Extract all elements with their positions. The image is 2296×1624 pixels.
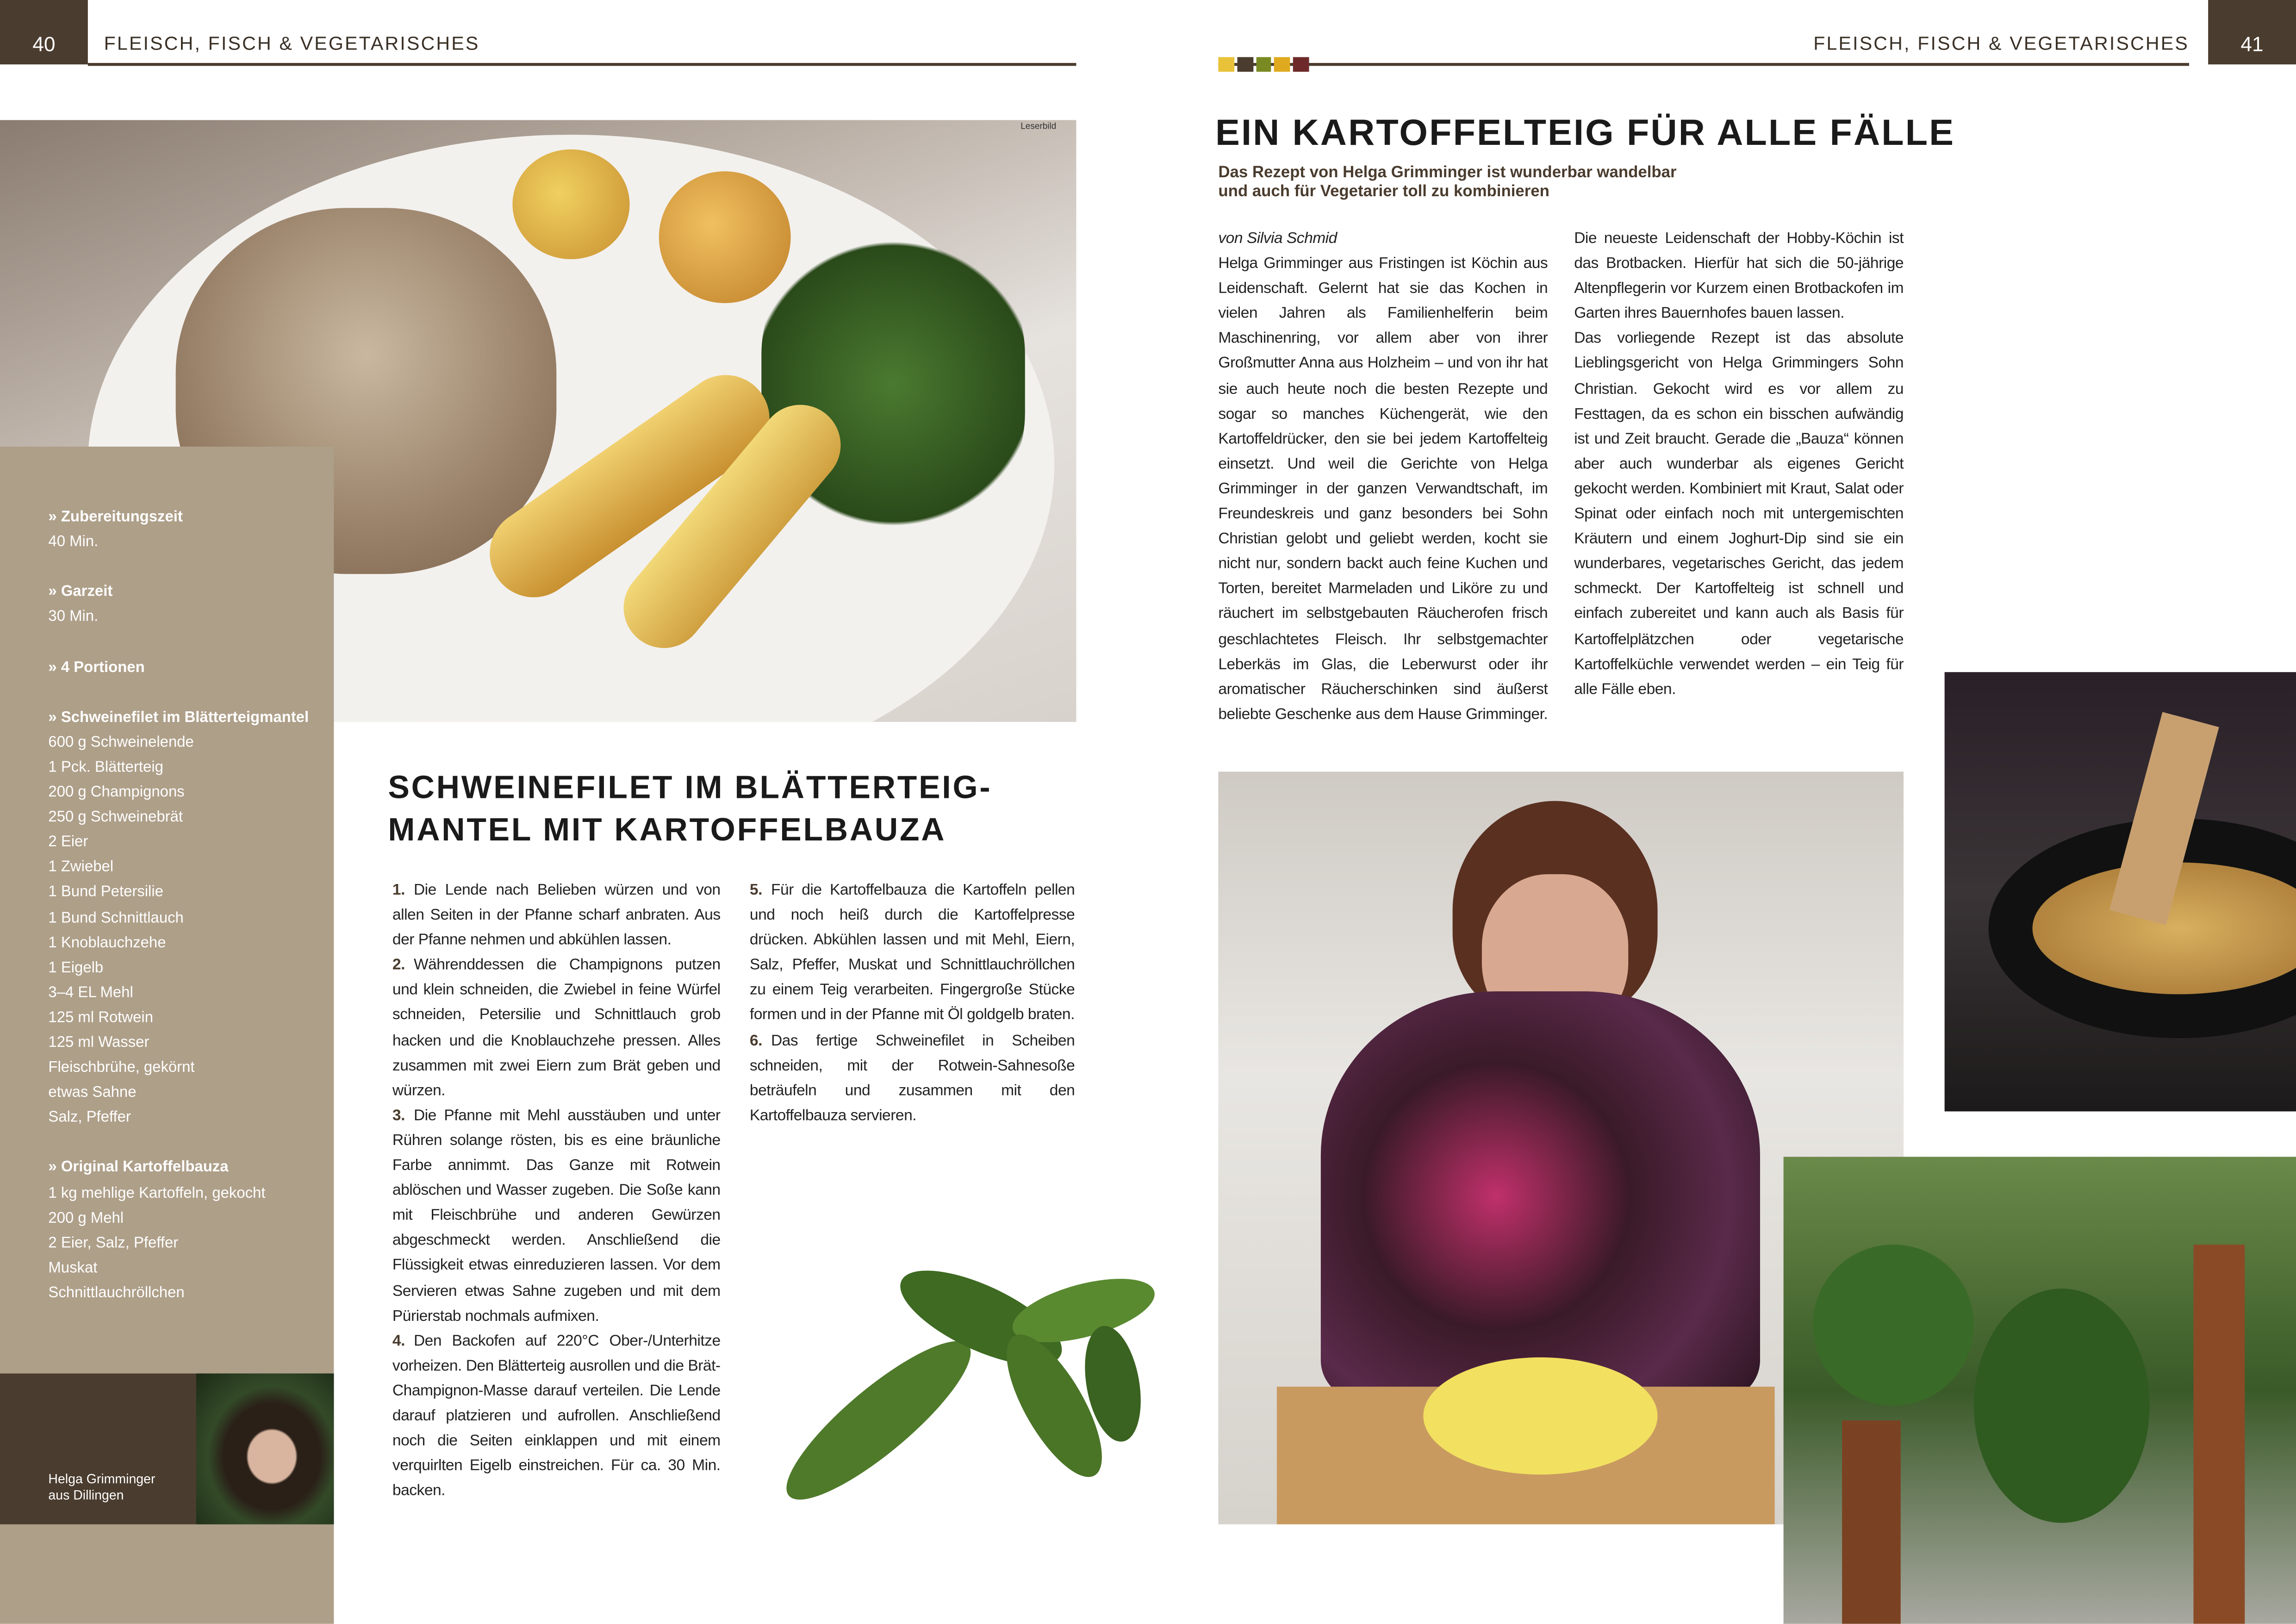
dumpling [659, 171, 791, 303]
ingredient-section-heading: » Original Kartoffelbauza [48, 1160, 229, 1176]
accent-swatch [1256, 57, 1271, 72]
author-portrait [196, 1374, 334, 1524]
step-number: 2. [392, 956, 405, 974]
ingredient-line: 2 Eier [48, 835, 88, 851]
ingredient-line: Schnittlauchröllchen [48, 1285, 185, 1302]
spacer [48, 630, 326, 655]
ingredient-line: etwas Sahne [48, 1085, 137, 1101]
recipe-step [750, 878, 1075, 1028]
patterned-dress [1321, 991, 1760, 1401]
subtitle-line: Das Rezept von Helga Grimminger ist wunderbar wandelbar [1218, 164, 1677, 182]
ingredient-line: 1 Eigelb [48, 960, 104, 977]
ingredient-line: 200 g Champignons [48, 784, 185, 801]
bay-leaves-image [761, 1244, 1157, 1508]
ingredient-line: 1 Bund Schnittlauch [48, 910, 184, 927]
ingredient-line: 1 Zwiebel [48, 860, 114, 877]
step-number: 6. [749, 1032, 762, 1050]
ingredient-line: 2 Eier, Salz, Pfeffer [48, 1235, 179, 1252]
ingredient-line: 125 ml Rotwein [48, 1010, 154, 1027]
ingredient-line: 1 Pck. Blätterteig [48, 759, 163, 776]
ingredient-line: 1 kg mehlige Kartoffeln, gekocht [48, 1185, 266, 1202]
recipe-step [392, 954, 721, 1104]
ingredient-section-heading: » Schweinefilet im Blätterteigmantel [48, 709, 309, 726]
boxwood-shrub [1813, 1244, 1974, 1406]
spacer [48, 680, 326, 705]
ingredient-line: 1 Knoblauchzehe [48, 935, 166, 952]
leaf [768, 1320, 989, 1508]
step-number: 4. [392, 1332, 405, 1350]
ingredient-section-heading: » 4 Portionen [48, 660, 145, 676]
photo-credit: Leserbild [1020, 123, 1057, 132]
spacer [48, 1131, 326, 1156]
page-number-text: 40 [32, 32, 56, 56]
ingredient-line: Muskat [48, 1260, 98, 1277]
steps-column-1 [392, 878, 721, 1504]
accent-swatch [1293, 57, 1309, 72]
recipe-title-line: MANTEL MIT KARTOFFELBAUZA [388, 811, 946, 848]
ingredient-line: 600 g Schweinelende [48, 734, 194, 751]
article-paragraph: Das vorliegende Rezept ist das absolute Lieblingsgericht von Helga Grimmingers Sohn Christian. Gekocht wird es vor allem zu Festtagen, da es schon ein bisschen aufwändig ist und Zeit braucht. Gerade die „Bauza“ können aber auch wunderbar als eigenes Gericht gekocht werden. Kombiniert mit Kraut, Salat oder Spinat oder einfach noch mit untergemischten Kräutern und einem Joghurt-Dip sind sie ein wunderbares, vegetarisches Gericht, das jedem schmeckt. Der Kartoffelteig ist schnell und einfach zubereitet und kann auch als Basis für Kartoffelplätzchen oder vegetarische Kartoffelküchle verwendet werden – ein Teig für alle Fälle eben. [1574, 330, 1904, 698]
ingredient-line: 30 Min. [48, 610, 99, 626]
rust-garden-post [2194, 1244, 2245, 1624]
frying-pan-photo [1945, 672, 2296, 1111]
step-text: Den Backofen auf 220°C Ober-/Unterhitze vorheizen. Den Blätterteig ausrollen und die Brät-Champignon-Masse darauf verteilen. Die Lende darauf platzieren und aufrollen. Anschließend noch die Seiten einklappen und mit einem verquirlten Eigelb einstreichen. Für ca. 30 Min. backen. [392, 1332, 721, 1500]
steps-column-2 [750, 878, 1075, 1129]
author-location: aus Dillingen [48, 1487, 124, 1502]
step-text: Währenddessen die Champignons putzen und klein schneiden, die Zwiebel in feine Würfel schneiden, Petersilie und Schnittlauch grob hacken und die Knoblauchzehe pressen. Alles zusammen mit zwei Eiern zum Brät geben und würzen. [392, 956, 721, 1100]
step-number: 1. [392, 881, 405, 899]
ingredients-list [48, 505, 326, 1307]
accent-swatch [1275, 57, 1290, 72]
header-rule-right [1218, 63, 2189, 65]
recipe-title [388, 766, 992, 851]
recipe-step [392, 1104, 721, 1329]
accent-swatch [1237, 57, 1253, 72]
ingredient-line: 250 g Schweinebrät [48, 810, 183, 826]
article-title: EIN KARTOFFELTEIG FÜR ALLE FÄLLE [1215, 112, 1955, 154]
running-head-right: FLEISCH, FISCH & VEGETARISCHES [1813, 32, 2190, 55]
byline: von Silvia Schmid [1218, 230, 1337, 248]
author-caption [48, 1472, 155, 1502]
author-name: Helga Grimminger [48, 1471, 156, 1487]
step-number: 5. [749, 881, 762, 899]
spacer [48, 555, 326, 580]
ingredient-line: 3–4 EL Mehl [48, 985, 133, 1002]
color-accent-bar [1218, 57, 1309, 72]
ingredient-section-heading: » Garzeit [48, 585, 113, 601]
recipe-step [392, 878, 721, 953]
ingredient-line: Salz, Pfeffer [48, 1110, 131, 1126]
dumpling [512, 149, 629, 259]
page-number-text: 41 [2240, 32, 2264, 56]
subtitle-line: und auch für Vegetarier toll zu kombinieren [1218, 183, 1549, 201]
accent-swatch [1218, 57, 1234, 72]
potato-dough [1423, 1357, 1657, 1475]
page-number-left [0, 0, 88, 64]
garden-photo [1784, 1157, 2296, 1624]
ingredient-line: 125 ml Wasser [48, 1035, 149, 1052]
ingredient-line: 200 g Mehl [48, 1210, 124, 1227]
article-body [1218, 227, 1904, 732]
step-text: Die Pfanne mit Mehl ausstäuben und unter Rühren solange rösten, bis es eine bräunliche Farbe annimmt. Das Ganze mit Rotwein ablöschen und Wasser zugeben. Die Soße kann mit Fleischbrühe und anderen Gewürzen abgeschmeckt werden. Anschließend die Flüssigkeit etwas einreduzieren lassen. Vor dem Servieren etwas Sahne zugeben und mit dem Pürierstab nochmals aufmixen. [392, 1107, 721, 1325]
ingredient-section-heading: » Zubereitungszeit [48, 510, 183, 526]
page-number-right [2208, 0, 2296, 64]
article-subtitle [1218, 164, 1676, 202]
recipe-step [750, 1029, 1075, 1129]
article-paragraph: Helga Grimminger aus Fristingen ist Köchin aus Leidenschaft. Gelernt hat sie das Kochen in vielen Jahren als Familienhelferin beim Maschinenring, vor allem aber von ihrer Großmutter Anna aus Holzheim – und von ihr hat sie auch heute noch die besten Rezepte und sogar so manches Küchengerät, wie den Kartoffeldrücker, den sie bei jedem Kartoffelteig einsetzt. Und weil die Gerichte von Helga Grimminger in der ganzen Verwandtschaft, im Freundeskreis und ganz besonders bei Sohn Christian gelobt und geliebt werden, kocht sie nicht nur, sondern backt auch feine Kuchen und Torten, bereitet Marmeladen und Liköre zu und räuchert im selbstgebauten Räucherofen frisch geschlachtetes Fleisch. Ihr selbstgemachter Leberkäs im Glas, die Leberwurst oder ihr aromatischer Räucherschinken sind äußerst beliebte Geschenke aus dem Hause Grimminger. Die neueste Leidenschaft der Hobby-Köchin ist das Brotbacken. Hierfür hat sich die 50-jährige Altenpflegerin vor Kurzem einen Brotbackofen im Garten ihres Bauernhofes bauen lassen. [1218, 230, 1904, 723]
boxwood-shrub [1974, 1288, 2150, 1523]
step-text: Die Lende nach Belieben würzen und von allen Seiten in der Pfanne scharf anbraten. Aus der Pfanne nehmen und abkühlen lassen. [392, 881, 721, 949]
step-text: Für die Kartoffelbauza die Kartoffeln pellen und noch heiß durch die Kartoffelpresse drücken. Abkühlen lassen und mit Mehl, Eiern, Salz, Pfeffer, Muskat und Schnittlauchröllchen zu einem Teig verarbeiten. Fingergroße Stücke formen und in der Pfanne mit Öl goldgelb braten. [749, 881, 1075, 1025]
header-rule-left [88, 63, 1076, 65]
recipe-title-line: SCHWEINEFILET IM BLÄTTERTEIG- [388, 769, 992, 806]
ingredient-line: Fleischbrühe, gekörnt [48, 1060, 195, 1076]
ingredient-line: 40 Min. [48, 535, 99, 551]
rust-garden-post [1842, 1420, 1901, 1624]
ingredient-line: 1 Bund Petersilie [48, 885, 163, 902]
recipe-step [392, 1329, 721, 1505]
step-number: 3. [392, 1107, 405, 1125]
running-head-left: FLEISCH, FISCH & VEGETARISCHES [104, 32, 480, 55]
step-text: Das fertige Schweinefilet in Scheiben schneiden, mit der Rotwein-Sahnesoße beträufeln und zusammen mit den Kartoffelbauza servieren. [749, 1032, 1075, 1125]
